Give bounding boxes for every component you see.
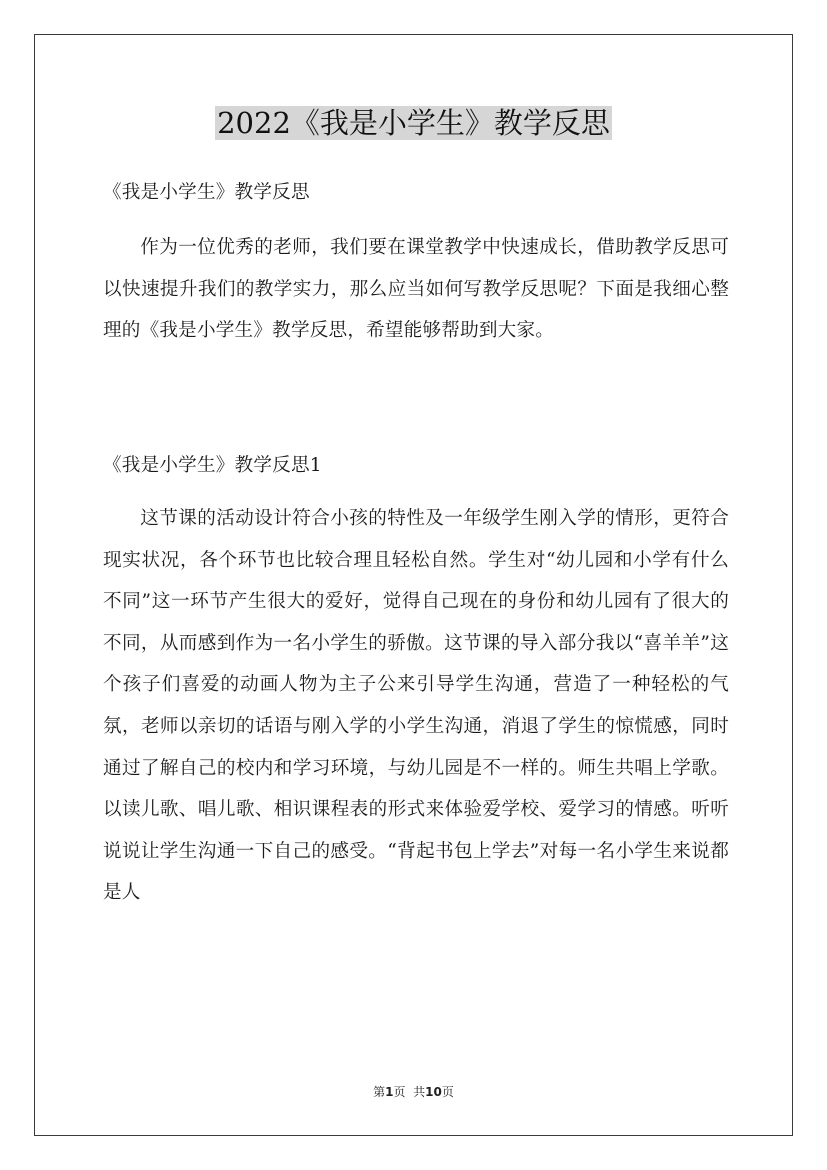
footer-total-prefix: 共 [413, 1085, 426, 1099]
footer-total-suffix: 页 [441, 1085, 454, 1099]
document-title-text: 2022《我是小学生》教学反思 [217, 106, 610, 140]
document-subtitle: 《我是小学生》教学反思 [103, 182, 310, 203]
footer-page-suffix: 页 [393, 1085, 406, 1099]
footer-page-number: 1 [385, 1085, 394, 1099]
intro-paragraph: 作为一位优秀的老师，我们要在课堂教学中快速成长，借助教学反思可以快速提升我们的教学实力，那么应当如何写教学反思呢？下面是我细心整理的《我是小学生》教学反思，希望能够帮助到大家。 [103, 237, 729, 342]
section-heading: 《我是小学生》教学反思1 [103, 455, 322, 476]
footer-total-pages: 10 [425, 1085, 442, 1099]
section-paragraph: 这节课的活动设计符合小孩的特性及一年级学生刚入学的情形，更符合现实状况，各个环节也比较合理且轻松自然。学生对“幼儿园和小学有什么不同”这一环节产生很大的爱好，觉得自己现在的身份和幼儿园有了很大的不同，从而感到作为一名小学生的骄傲。这节课的导入部分我以“喜羊羊”这个孩子们喜爱的动画人物为主子公来引导学生沟通，营造了一种轻松的气氛，老师以亲切的话语与刚入学的小学生沟通，消退了学生的惊慌感，同时通过了解自己的校内和学习环境，与幼儿园是不一样的。师生共唱上学歌。以读儿歌、唱儿歌、相识课程表的形式来体验爱学校、爱学习的情感。听听说说让学生沟通一下自己的感受。“背起书包上学去”对每一名小学生来说都是人 [103, 508, 729, 904]
footer-page-prefix: 第 [373, 1085, 386, 1099]
page-footer [0, 1084, 827, 1100]
document-title [0, 103, 827, 143]
